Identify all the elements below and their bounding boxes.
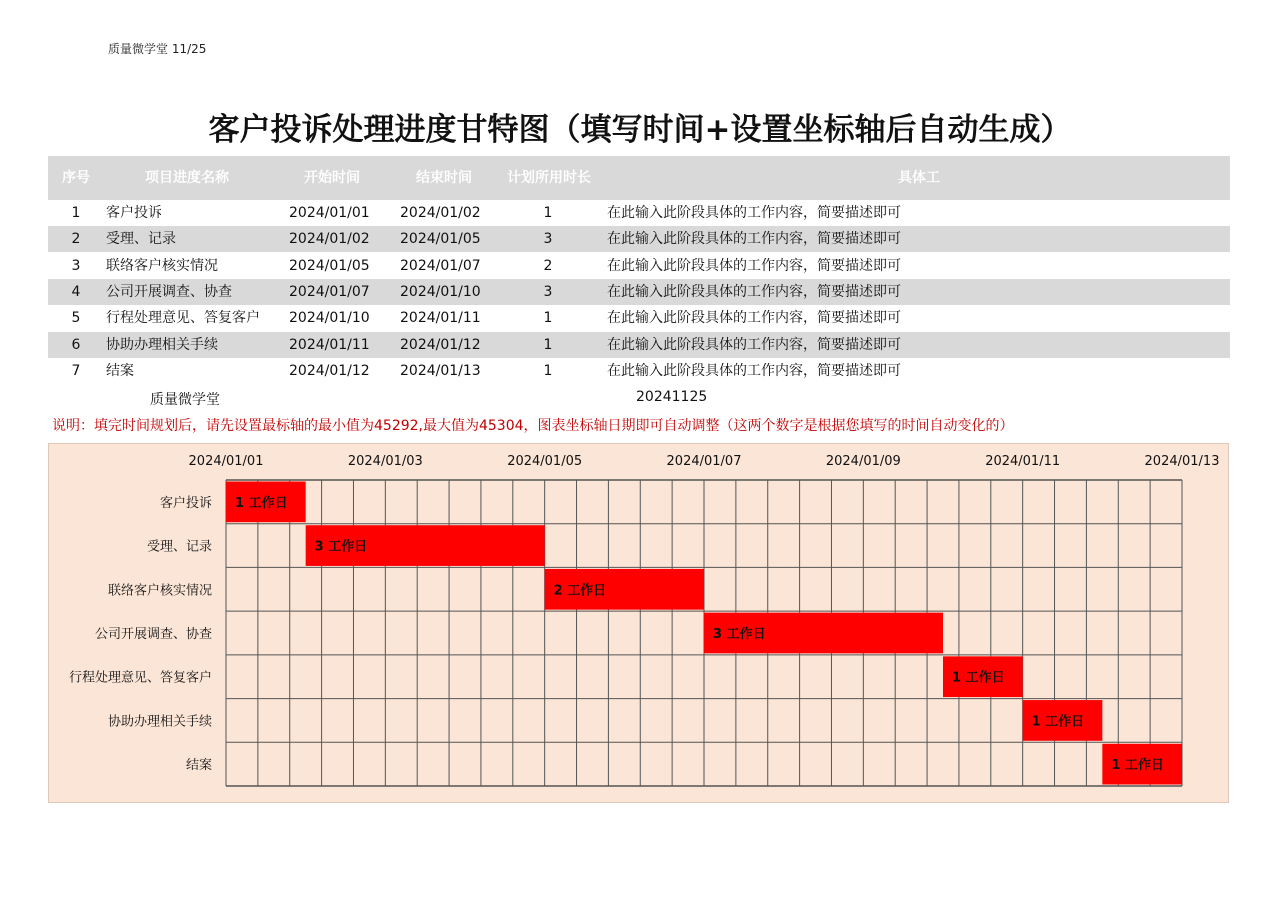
- category-label: 结案: [185, 758, 212, 774]
- cell-no: 6: [71, 336, 81, 353]
- cell-name: 客户投诉: [106, 205, 162, 221]
- bar-label: 1 工作日: [235, 495, 288, 511]
- cell-desc: 在此输入此阶段具体的工作内容，简要描述即可: [607, 257, 901, 274]
- cell-start: 2024/01/12: [289, 362, 370, 379]
- cell-no: 3: [71, 257, 81, 274]
- cell-start: 2024/01/02: [289, 231, 370, 248]
- cell-duration: 1: [543, 310, 553, 327]
- instruction-note: 说明：填完时间规划后，请先设置最标轴的最小值为45292,最大值为45304，图表坐标轴日期即可自动调整（这两个数字是根据您填写的时间自动变化的）: [52, 418, 1014, 434]
- bar-label: 1 工作日: [1031, 714, 1085, 730]
- cell-start: 2024/01/10: [289, 310, 370, 327]
- category-label: 联络客户核实情况: [107, 583, 212, 599]
- cell-desc: 在此输入此阶段具体的工作内容，简要描述即可: [607, 231, 901, 248]
- footer-date: 20241125: [636, 389, 708, 405]
- cell-desc: 在此输入此阶段具体的工作内容，简要描述即可: [607, 362, 901, 379]
- cell-desc: 在此输入此阶段具体的工作内容，简要描述即可: [607, 205, 901, 221]
- cell-desc: 在此输入此阶段具体的工作内容，简要描述即可: [607, 336, 901, 353]
- bar-label: 2 工作日: [553, 583, 607, 599]
- cell-end: 2024/01/07: [400, 257, 481, 274]
- x-tick-label: 2024/01/01: [188, 454, 264, 469]
- col-header-end: 结束时间: [416, 170, 472, 186]
- x-tick-label: 2024/01/07: [666, 454, 742, 469]
- bar-label: 1 工作日: [1111, 758, 1164, 774]
- cell-end: 2024/01/05: [400, 231, 481, 248]
- x-tick-label: 2024/01/05: [507, 454, 583, 469]
- cell-no: 1: [71, 205, 81, 221]
- col-header-start: 开始时间: [304, 170, 360, 186]
- cell-no: 5: [71, 310, 81, 327]
- page-title: 客户投诉处理进度甘特图（填写时间+设置坐标轴后自动生成）: [208, 112, 1072, 148]
- cell-name: 受理、记录: [106, 231, 176, 248]
- cell-end: 2024/01/11: [400, 310, 481, 327]
- cell-duration: 1: [543, 336, 553, 353]
- cell-no: 2: [71, 231, 81, 248]
- header-note: 质量微学堂 11/25: [108, 42, 207, 56]
- cell-duration: 1: [543, 362, 553, 379]
- category-label: 受理、记录: [146, 539, 212, 555]
- category-label: 客户投诉: [159, 495, 212, 511]
- col-header-no: 序号: [62, 170, 90, 186]
- x-tick-label: 2024/01/11: [985, 454, 1061, 469]
- cell-name: 结案: [106, 362, 134, 379]
- cell-start: 2024/01/05: [289, 257, 370, 274]
- cell-end: 2024/01/10: [400, 283, 481, 300]
- col-header-desc: 具体工: [898, 170, 940, 186]
- cell-start: 2024/01/01: [289, 205, 370, 221]
- x-tick-label: 2024/01/09: [825, 454, 901, 469]
- bar-label: 3 工作日: [314, 539, 368, 555]
- col-header-name: 项目进度名称: [145, 170, 229, 186]
- category-label: 行程处理意见、答复客户: [68, 670, 212, 686]
- cell-duration: 2: [543, 257, 553, 274]
- cell-name: 行程处理意见、答复客户: [106, 310, 260, 327]
- cell-name: 公司开展调查、协查: [106, 283, 232, 300]
- x-tick-label: 2024/01/13: [1144, 454, 1220, 469]
- cell-start: 2024/01/11: [289, 336, 370, 353]
- col-header-duration: 计划所用时长: [507, 170, 591, 186]
- cell-name: 联络客户核实情况: [106, 257, 218, 274]
- category-label: 公司开展调查、协查: [94, 627, 212, 642]
- cell-no: 4: [71, 283, 81, 300]
- cell-end: 2024/01/12: [400, 336, 481, 353]
- category-label: 协助办理相关手续: [107, 714, 212, 730]
- cell-name: 协助办理相关手续: [106, 336, 218, 353]
- bar-label: 1 工作日: [952, 670, 1005, 686]
- cell-end: 2024/01/02: [400, 205, 481, 221]
- cell-duration: 3: [543, 283, 553, 300]
- cell-duration: 1: [543, 205, 553, 221]
- bar-label: 3 工作日: [713, 627, 766, 642]
- cell-desc: 在此输入此阶段具体的工作内容，简要描述即可: [607, 310, 901, 327]
- cell-no: 7: [71, 362, 81, 379]
- cell-end: 2024/01/13: [400, 362, 481, 379]
- cell-start: 2024/01/07: [289, 283, 370, 300]
- cell-duration: 3: [543, 231, 553, 248]
- footer-left: 质量微学堂: [150, 392, 220, 408]
- x-tick-label: 2024/01/03: [347, 454, 423, 469]
- cell-desc: 在此输入此阶段具体的工作内容，简要描述即可: [607, 283, 901, 300]
